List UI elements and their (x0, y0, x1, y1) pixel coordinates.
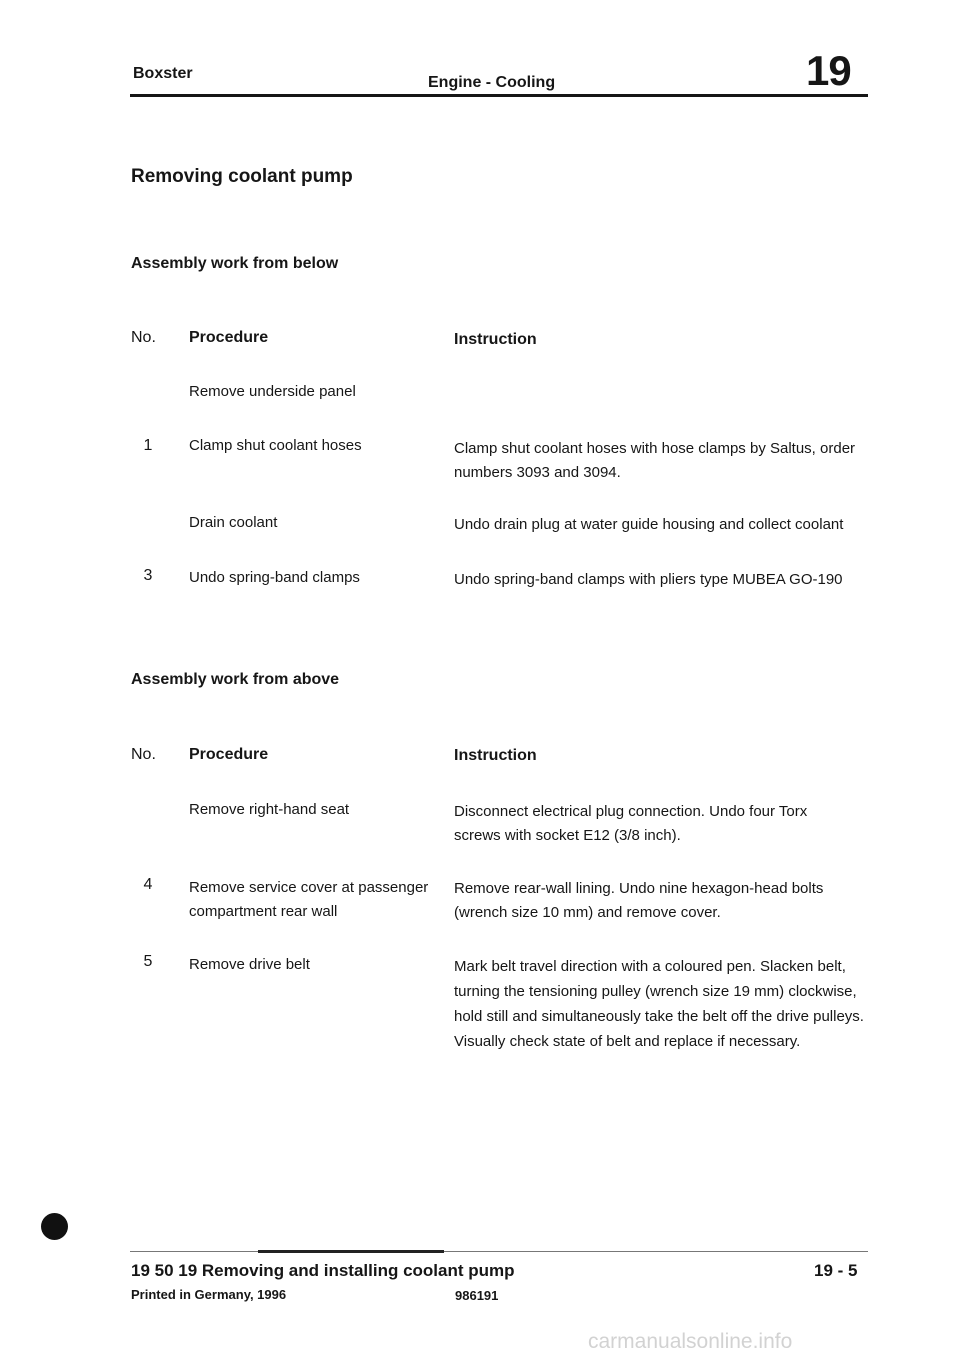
procedure-cell: Remove underside panel (189, 383, 356, 400)
section-heading-above: Assembly work from above (131, 671, 340, 688)
procedure-cell: Remove drive belt (189, 956, 310, 973)
page-title: Removing coolant pump (131, 166, 353, 187)
instruction-cell: Disconnect electrical plug connection. Undo four Torx screws with socket E12 (3/8 inch). (454, 803, 808, 844)
footer-page-number: 19 - 5 (814, 1261, 858, 1280)
step-number: 5 (143, 953, 153, 970)
col-header-procedure: Procedure (189, 746, 269, 763)
footer-printed: Printed in Germany, 1996 (131, 1287, 287, 1302)
footer-code: 986191 (455, 1288, 499, 1303)
col-header-no: No. (131, 329, 156, 346)
step-number: 3 (143, 567, 153, 584)
procedure-cell: Remove service cover at passenger compartment rear wall (189, 879, 429, 920)
col-header-instruction: Instruction (454, 331, 537, 348)
instruction-cell: Mark belt travel direction with a coloured pen. Slacken belt, turning the tensioning pulley (wrench size 19 mm) clockwise, hold still and simultaneously take the belt off the drive pulleys. Visually check state of belt and replace if necessary. (454, 958, 864, 1050)
section-heading-below: Assembly work from below (131, 255, 339, 272)
step-number: 4 (143, 876, 153, 893)
procedure-cell: Clamp shut coolant hoses (189, 437, 362, 454)
footer-title: 19 50 19 Removing and installing coolant pump (131, 1261, 515, 1280)
punch-hole (41, 1213, 68, 1240)
instruction-cell: Undo drain plug at water guide housing and collect coolant (454, 516, 844, 533)
header-section: Engine - Cooling (428, 74, 556, 91)
procedure-cell: Drain coolant (189, 514, 278, 531)
instruction-cell: Clamp shut coolant hoses with hose clamps by Saltus, order numbers 3093 and 3094. (454, 440, 856, 481)
col-header-procedure: Procedure (189, 329, 269, 346)
footer-rule (130, 1251, 868, 1252)
header-rule (130, 94, 868, 97)
header-group-number: 19 (806, 47, 851, 94)
footer-rule-accent (258, 1250, 444, 1253)
procedure-cell: Undo spring-band clamps (189, 569, 360, 586)
watermark: carmanualsonline.info (588, 1330, 793, 1353)
instruction-cell: Undo spring-band clamps with pliers type MUBEA GO-190 (454, 571, 843, 588)
header-model: Boxster (133, 65, 193, 82)
step-number: 1 (143, 437, 153, 454)
procedure-cell: Remove right-hand seat (189, 801, 350, 818)
col-header-no: No. (131, 746, 156, 763)
instruction-cell: Remove rear-wall lining. Undo nine hexagon-head bolts (wrench size 10 mm) and remove cover. (454, 880, 824, 921)
col-header-instruction: Instruction (454, 747, 537, 764)
